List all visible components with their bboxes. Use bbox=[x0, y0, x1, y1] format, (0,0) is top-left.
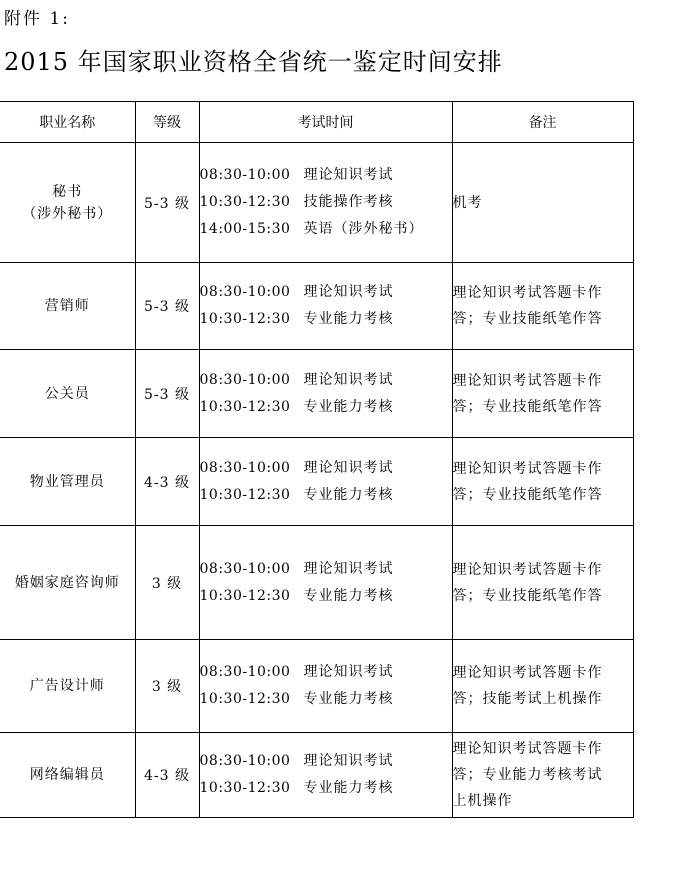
exam-time-cell bbox=[199, 143, 452, 263]
exam-time-cell bbox=[199, 526, 452, 640]
note-cell bbox=[452, 263, 633, 350]
occupation-cell bbox=[0, 143, 135, 263]
note-line: 答；专业技能纸笔作答 bbox=[452, 587, 603, 604]
time-range: 10:30-12:30 bbox=[199, 780, 291, 796]
header-note: 备注 bbox=[452, 102, 633, 143]
time-range: 08:30-10:00 bbox=[199, 459, 291, 476]
note-line: 理论知识考试答题卡作 bbox=[452, 665, 603, 681]
time-range: 08:30-10:00 bbox=[199, 664, 291, 680]
occupation-name: 网络编辑员 bbox=[29, 767, 105, 783]
exam-subject: 英语（涉外秘书） bbox=[303, 221, 424, 237]
time-slot bbox=[200, 162, 452, 189]
page-title: 2015 年国家职业资格全省统一鉴定时间安排 bbox=[4, 48, 503, 76]
time-range: 08:30-10:00 bbox=[199, 753, 291, 769]
exam-time-cell bbox=[199, 733, 452, 818]
time-range: 08:30-10:00 bbox=[199, 284, 291, 300]
note-cell bbox=[452, 526, 633, 640]
time-range: 10:30-12:30 bbox=[199, 691, 291, 707]
note-cell bbox=[452, 438, 633, 526]
occupation-cell bbox=[0, 526, 135, 640]
level-cell: 3 级 bbox=[135, 526, 199, 640]
note-line: 理论知识考试答题卡作 bbox=[452, 561, 603, 578]
occupation-subname: （涉外秘书） bbox=[22, 205, 113, 222]
table-row bbox=[0, 263, 633, 350]
time-range: 08:30-10:00 bbox=[199, 167, 291, 183]
note-line: 答；专业技能纸笔作答 bbox=[452, 398, 603, 415]
note-line: 理论知识考试答题卡作 bbox=[452, 460, 603, 477]
time-range: 10:30-12:30 bbox=[199, 311, 291, 327]
occupation-name: 广告设计师 bbox=[29, 678, 105, 694]
time-range: 10:30-12:30 bbox=[199, 486, 291, 503]
time-slot bbox=[200, 455, 452, 482]
note-line: 理论知识考试答题卡作 bbox=[452, 285, 603, 301]
time-slot bbox=[200, 556, 452, 583]
time-range: 10:30-12:30 bbox=[199, 587, 291, 604]
exam-time-cell bbox=[199, 438, 452, 526]
table-row bbox=[0, 438, 633, 526]
exam-schedule-table bbox=[0, 101, 634, 818]
time-slot bbox=[200, 367, 452, 394]
time-slot bbox=[200, 583, 452, 610]
exam-subject: 理论知识考试 bbox=[303, 284, 394, 300]
exam-subject: 专业能力考核 bbox=[303, 311, 394, 327]
note-line: 答；技能考试上机操作 bbox=[452, 691, 603, 707]
time-range: 10:30-12:30 bbox=[199, 194, 291, 210]
exam-subject: 专业能力考核 bbox=[303, 587, 394, 604]
exam-subject: 理论知识考试 bbox=[303, 371, 394, 388]
level-cell: 5-3 级 bbox=[135, 263, 199, 350]
exam-time-cell bbox=[199, 263, 452, 350]
time-slot bbox=[200, 279, 452, 306]
time-slot bbox=[200, 216, 452, 243]
level-cell: 3 级 bbox=[135, 640, 199, 733]
note-line: 机考 bbox=[452, 194, 483, 211]
header-level: 等级 bbox=[135, 102, 199, 143]
level-cell: 5-3 级 bbox=[135, 350, 199, 438]
occupation-cell bbox=[0, 640, 135, 733]
exam-subject: 专业能力考核 bbox=[303, 398, 394, 415]
exam-subject: 理论知识考试 bbox=[303, 664, 394, 680]
exam-time-cell bbox=[199, 640, 452, 733]
table-row bbox=[0, 350, 633, 438]
occupation-cell bbox=[0, 733, 135, 818]
note-cell bbox=[452, 640, 633, 733]
table-header-row bbox=[0, 102, 633, 143]
header-exam-time: 考试时间 bbox=[199, 102, 452, 143]
note-line: 答；专业能力考核考试 bbox=[452, 767, 603, 783]
note-line: 答；专业技能纸笔作答 bbox=[452, 311, 603, 327]
occupation-cell bbox=[0, 263, 135, 350]
attachment-label: 附件 1: bbox=[4, 9, 70, 29]
note-line: 理论知识考试答题卡作 bbox=[452, 372, 603, 389]
table-body bbox=[0, 143, 633, 818]
note-cell bbox=[452, 350, 633, 438]
level-cell: 5-3 级 bbox=[135, 143, 199, 263]
exam-subject: 专业能力考核 bbox=[303, 486, 394, 503]
header-occupation: 职业名称 bbox=[0, 102, 135, 143]
time-slot bbox=[200, 306, 452, 333]
time-range: 08:30-10:00 bbox=[199, 371, 291, 388]
time-slot bbox=[200, 686, 452, 713]
exam-subject: 理论知识考试 bbox=[303, 753, 394, 769]
time-slot bbox=[200, 189, 452, 216]
note-line: 理论知识考试答题卡作 bbox=[452, 741, 603, 757]
note-cell bbox=[452, 143, 633, 263]
occupation-name: 婚姻家庭咨询师 bbox=[14, 574, 120, 591]
table-row bbox=[0, 640, 633, 733]
occupation-name: 公关员 bbox=[44, 385, 90, 402]
level-cell: 4-3 级 bbox=[135, 733, 199, 818]
table-row bbox=[0, 143, 633, 263]
time-slot bbox=[200, 775, 452, 802]
occupation-name: 秘书 bbox=[52, 183, 83, 200]
time-slot bbox=[200, 748, 452, 775]
note-line: 答；专业技能纸笔作答 bbox=[452, 486, 603, 503]
note-line: 上机操作 bbox=[452, 793, 513, 809]
note-cell bbox=[452, 733, 633, 818]
occupation-name: 营销师 bbox=[44, 298, 90, 314]
table-row bbox=[0, 526, 633, 640]
occupation-cell bbox=[0, 438, 135, 526]
exam-subject: 理论知识考试 bbox=[303, 167, 394, 183]
time-slot bbox=[200, 394, 452, 421]
exam-subject: 专业能力考核 bbox=[303, 691, 394, 707]
exam-subject: 理论知识考试 bbox=[303, 560, 394, 577]
exam-subject: 理论知识考试 bbox=[303, 459, 394, 476]
time-range: 14:00-15:30 bbox=[199, 221, 291, 237]
exam-time-cell bbox=[199, 350, 452, 438]
occupation-cell bbox=[0, 350, 135, 438]
time-range: 08:30-10:00 bbox=[199, 560, 291, 577]
time-slot bbox=[200, 659, 452, 686]
exam-subject: 技能操作考核 bbox=[303, 194, 394, 210]
occupation-name: 物业管理员 bbox=[29, 473, 105, 490]
level-cell: 4-3 级 bbox=[135, 438, 199, 526]
time-range: 10:30-12:30 bbox=[199, 398, 291, 415]
exam-subject: 专业能力考核 bbox=[303, 780, 394, 796]
table-row bbox=[0, 733, 633, 818]
time-slot bbox=[200, 482, 452, 509]
